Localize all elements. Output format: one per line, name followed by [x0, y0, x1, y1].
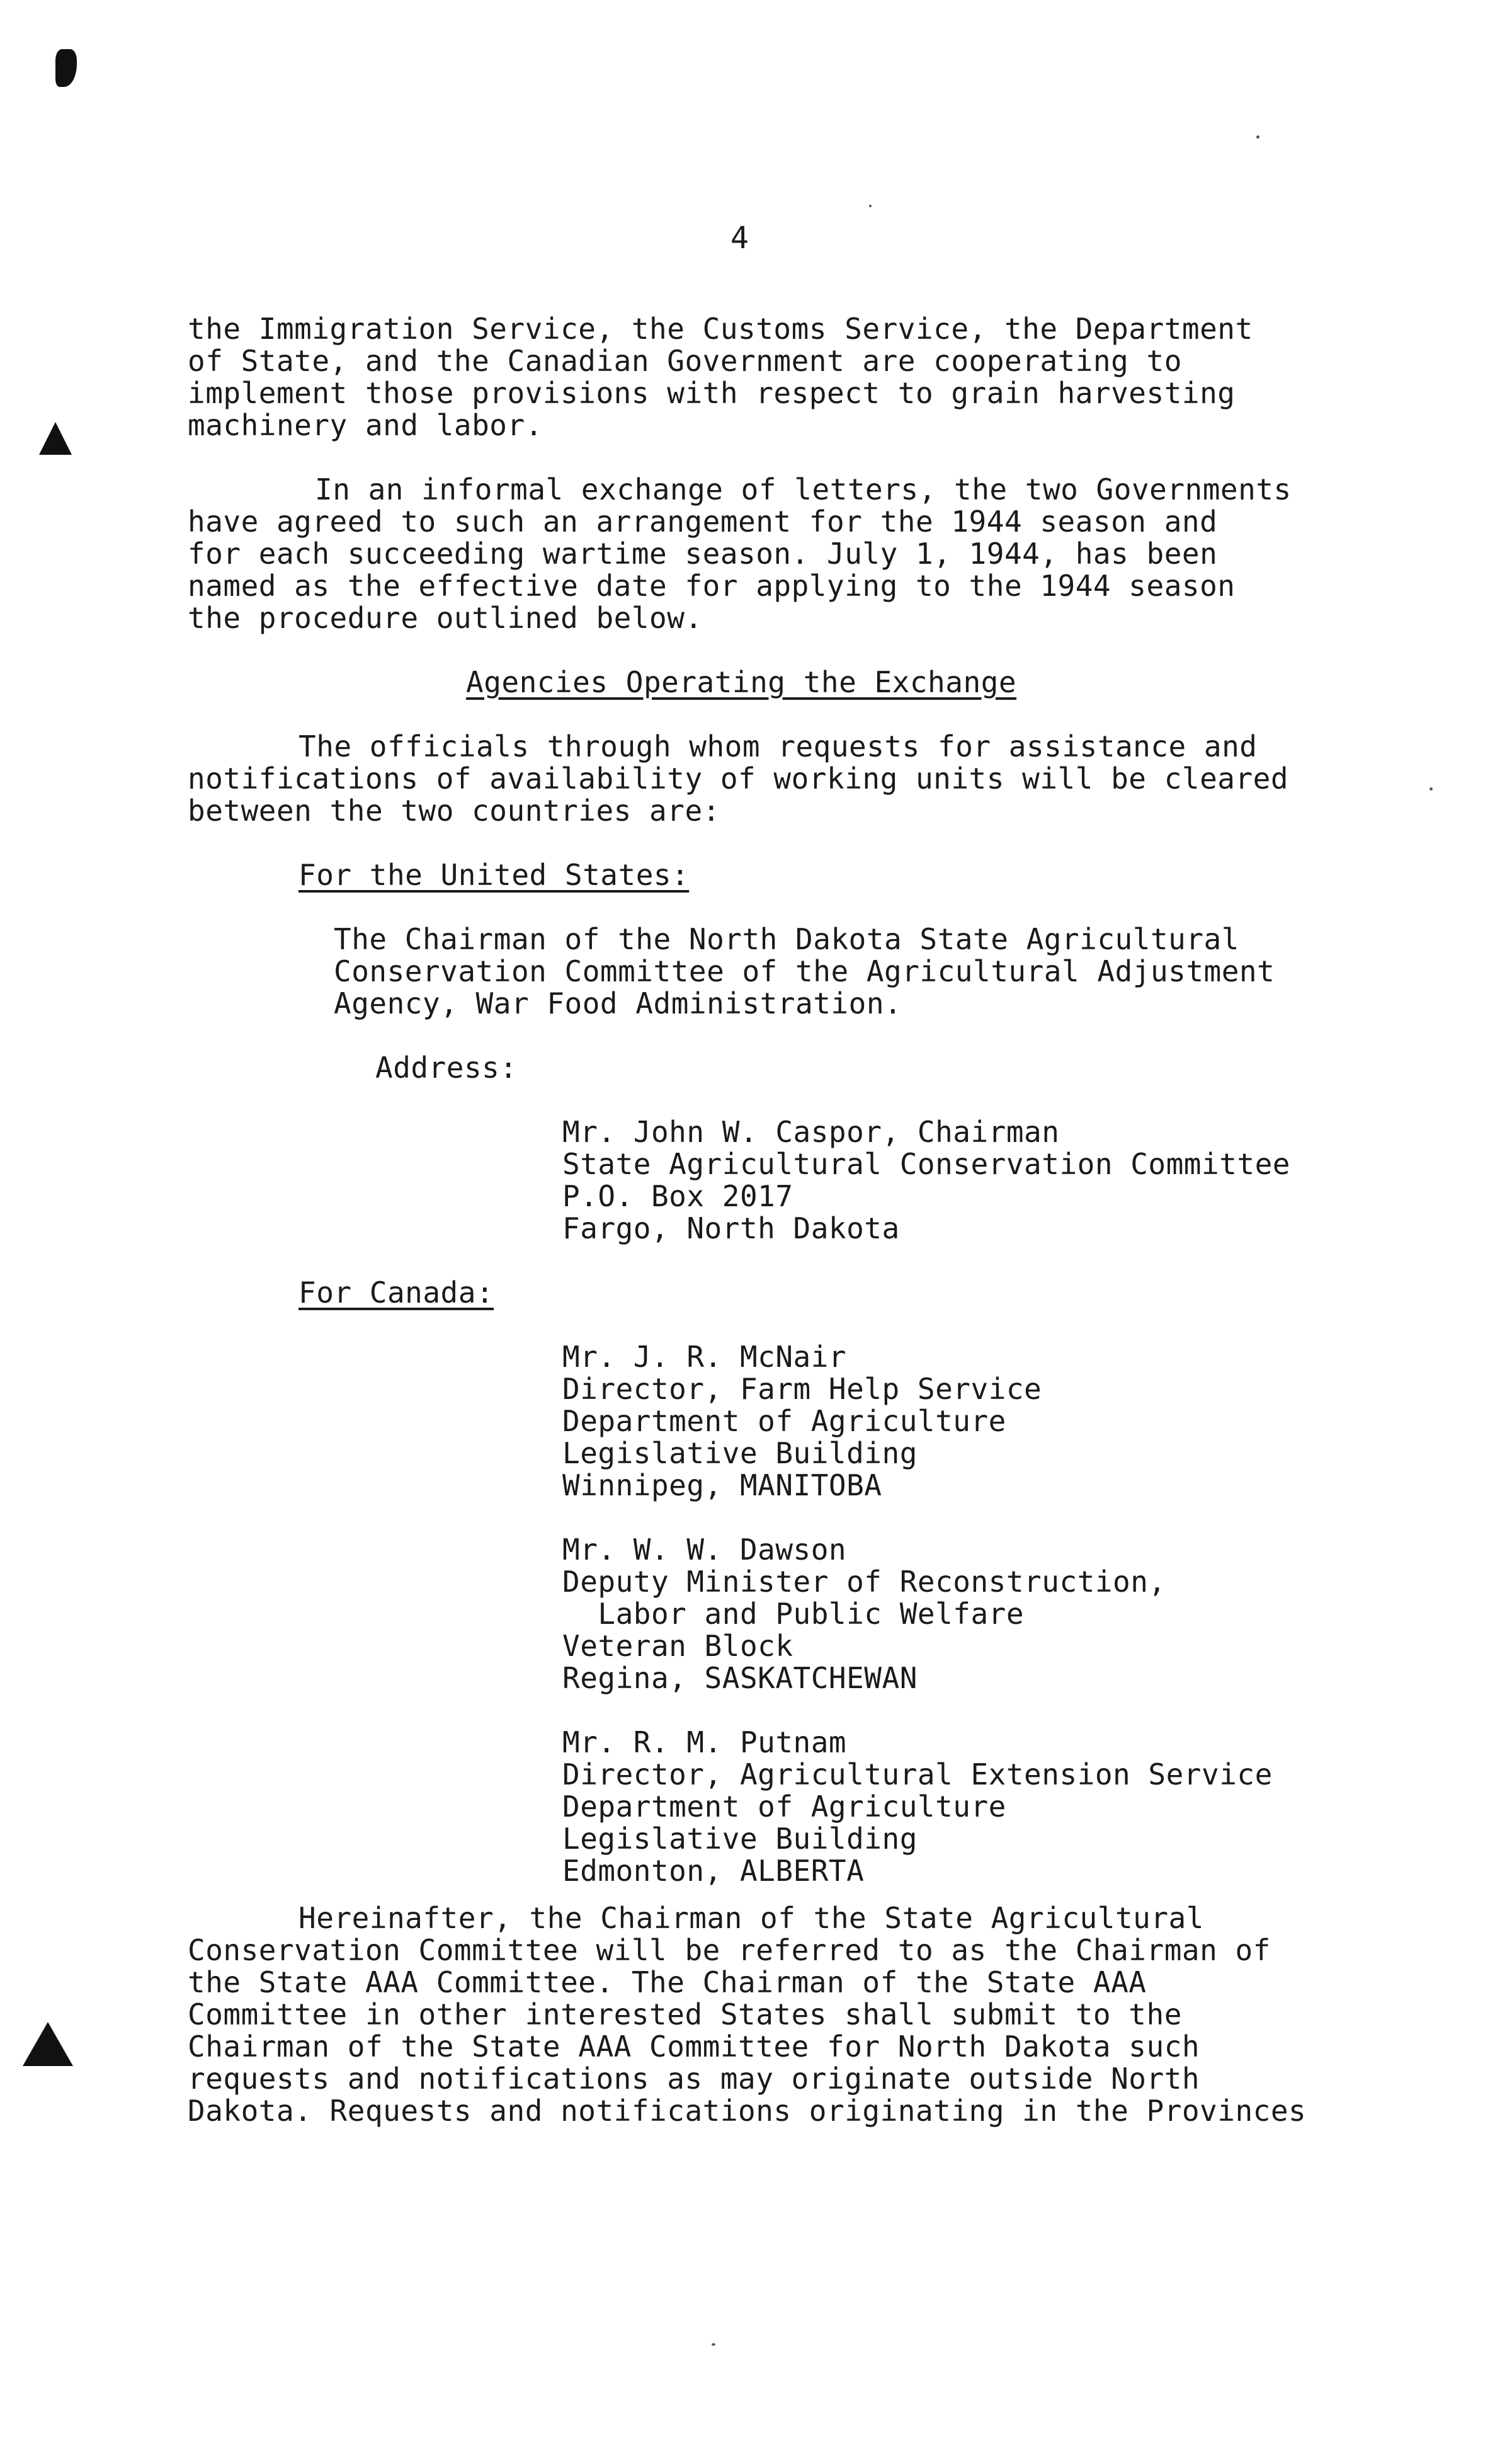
canada-a1-line-4: Legislative Building [562, 1436, 918, 1470]
canada-a3-line-2: Director, Agricultural Extension Service [562, 1757, 1273, 1791]
punch-mark-top [55, 49, 77, 87]
us-desc-line-3: Agency, War Food Administration. [334, 986, 902, 1020]
us-address-line-1: Mr. John W. Caspor, Chairman [562, 1115, 1060, 1149]
p2-line-1: In an informal exchange of letters, the two Governments [315, 472, 1292, 506]
speck [869, 205, 872, 207]
p2-line-4: named as the effective date for applying to the 1944 season [188, 569, 1236, 603]
speck [712, 2343, 715, 2346]
canada-a1-line-2: Director, Farm Help Service [562, 1372, 1042, 1406]
canada-a3-line-1: Mr. R. M. Putnam [562, 1725, 847, 1759]
p4-line-4: Committee in other interested States shall submit to the [188, 1997, 1182, 2031]
page-number: 4 [730, 220, 749, 256]
us-address-line-3: P.O. Box 2017 [562, 1179, 793, 1213]
p3-line-2: notifications of availability of working units will be cleared [188, 762, 1289, 796]
canada-a1-line-3: Department of Agriculture [562, 1404, 1006, 1438]
us-desc-line-2: Conservation Committee of the Agricultural Adjustment [334, 954, 1275, 988]
canada-a2-line-4: Veteran Block [562, 1629, 793, 1663]
p1-line-1: the Immigration Service, the Customs Service, the Department [188, 312, 1253, 346]
canada-a3-line-3: Department of Agriculture [562, 1790, 1006, 1824]
p4-line-5: Chairman of the State AAA Committee for North Dakota such [188, 2030, 1200, 2064]
canada-a3-line-5: Edmonton, ALBERTA [562, 1854, 865, 1888]
speck [1256, 135, 1259, 139]
p4-line-1: Hereinafter, the Chairman of the State Agricultural [298, 1901, 1204, 1935]
p4-line-6: requests and notifications as may originate outside North [188, 2062, 1200, 2096]
p1-line-3: implement those provisions with respect to grain harvesting [188, 376, 1236, 410]
us-address-line-4: Fargo, North Dakota [562, 1211, 900, 1245]
p3-line-1: The officials through whom requests for assistance and [298, 729, 1258, 763]
p4-line-3: the State AAA Committee. The Chairman of the State AAA [188, 1965, 1147, 1999]
canada-a2-line-5: Regina, SASKATCHEWAN [562, 1661, 918, 1695]
canada-a3-line-4: Legislative Building [562, 1822, 918, 1856]
p1-line-2: of State, and the Canadian Government are cooperating to [188, 344, 1182, 378]
canada-a2-line-2: Deputy Minister of Reconstruction, [562, 1565, 1166, 1599]
p1-line-4: machinery and labor. [188, 408, 543, 442]
p4-line-2: Conservation Committee will be referred to as the Chairman of [188, 1933, 1271, 1967]
punch-mark-bottom [23, 2022, 73, 2066]
canada-label: For Canada: [298, 1276, 494, 1310]
canada-a1-line-5: Winnipeg, MANITOBA [562, 1468, 882, 1502]
us-address-line-2: State Agricultural Conservation Committee [562, 1147, 1290, 1181]
speck [1430, 787, 1433, 791]
p3-line-3: between the two countries are: [188, 794, 720, 828]
p4-line-7: Dakota. Requests and notifications originating in the Provinces [188, 2094, 1307, 2128]
address-label: Address: [375, 1051, 518, 1085]
section-heading: Agencies Operating the Exchange [466, 665, 1017, 699]
p2-line-5: the procedure outlined below. [188, 601, 703, 635]
us-label: For the United States: [298, 858, 690, 892]
us-desc-line-1: The Chairman of the North Dakota State Agricultural [334, 922, 1239, 956]
canada-a2-line-3: Labor and Public Welfare [562, 1597, 1025, 1631]
canada-a1-line-1: Mr. J. R. McNair [562, 1340, 847, 1374]
p2-line-3: for each succeeding wartime season. July 1, 1944, has been [188, 537, 1218, 571]
p2-line-2: have agreed to such an arrangement for the 1944 season and [188, 505, 1218, 539]
punch-mark-middle [39, 422, 72, 455]
canada-a2-line-1: Mr. W. W. Dawson [562, 1533, 847, 1567]
